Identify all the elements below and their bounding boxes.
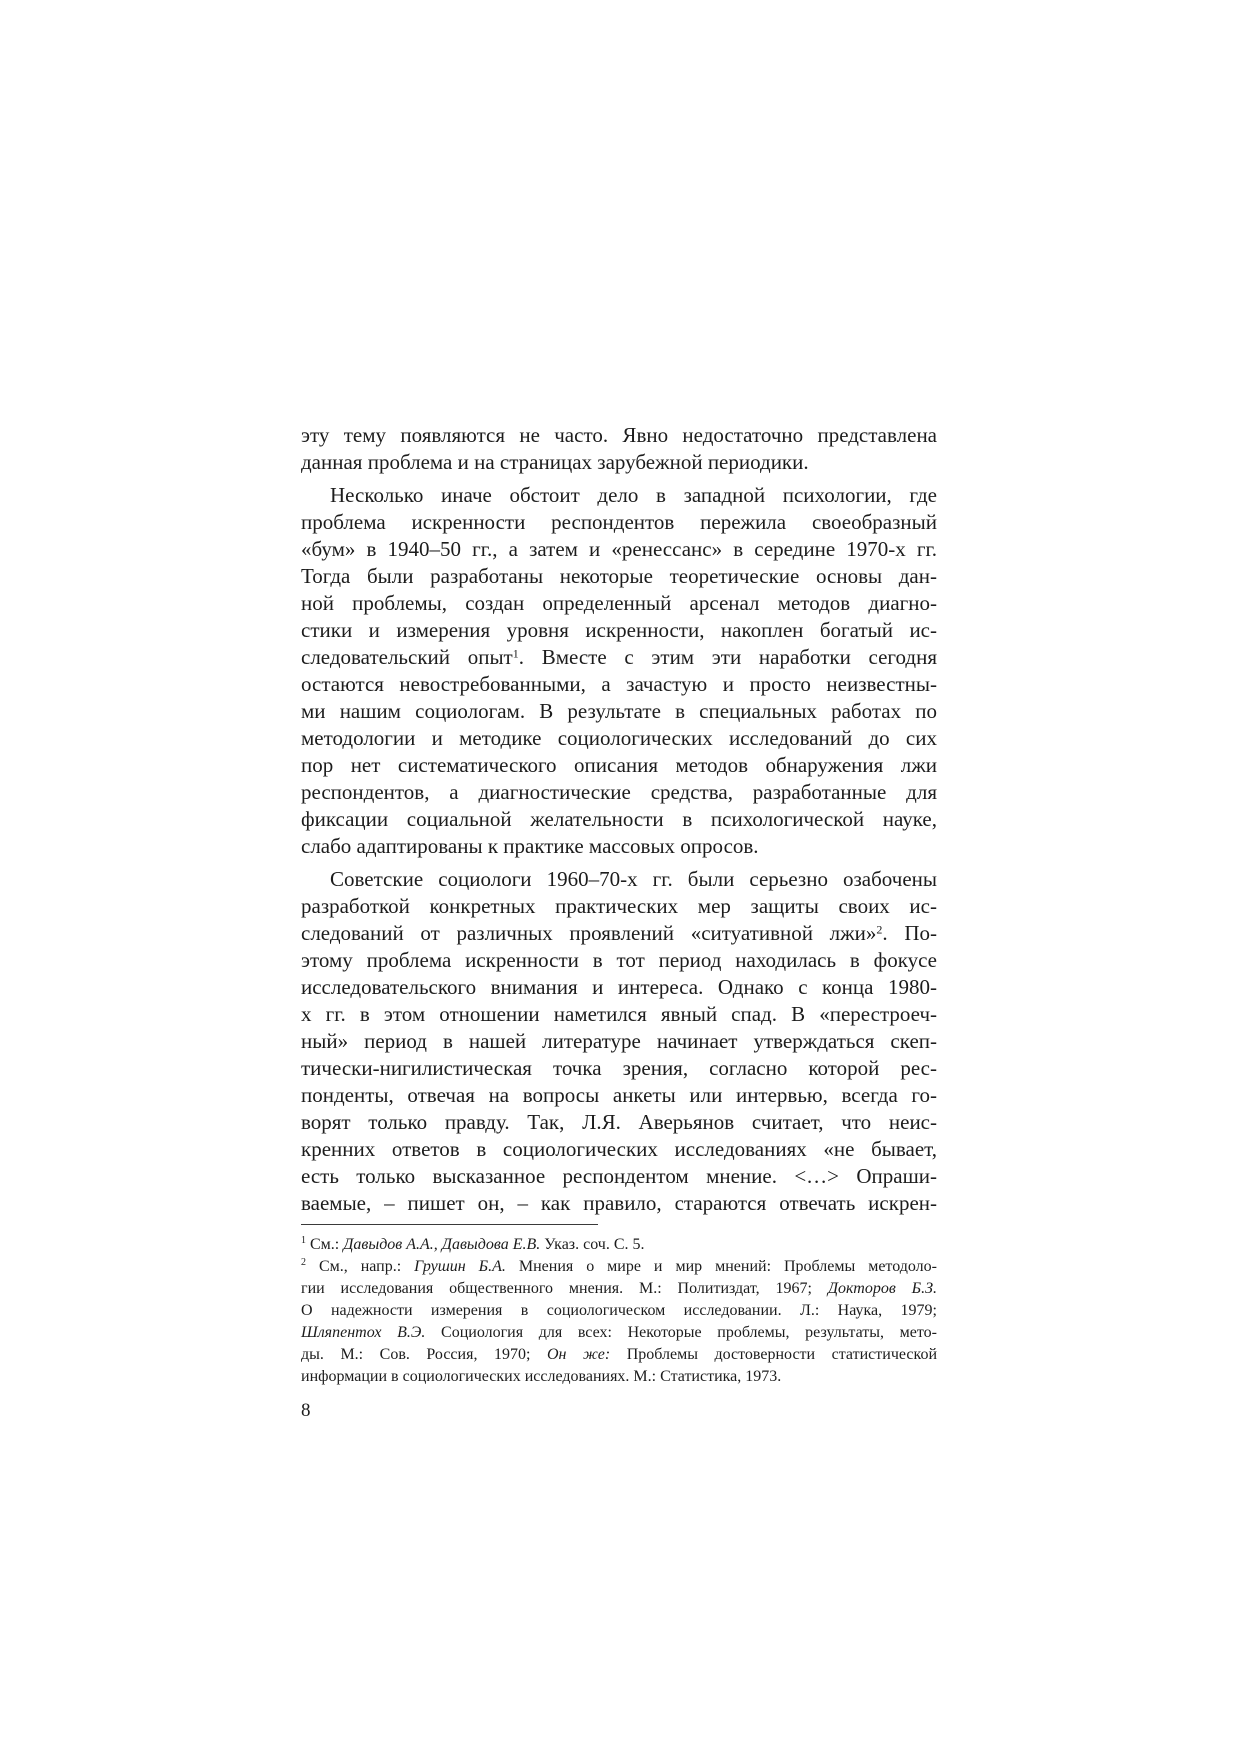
footnote-text: О надежности измерения в социологическом исследовании. Л.: Наука, 1979; [301, 1302, 937, 1319]
text-line: респондентов, а диагностические средства, разработанные для [301, 780, 937, 804]
footnote-2 [301, 1256, 937, 1278]
footnote-line [301, 1300, 937, 1322]
footnote-author: Шляпентох В.Э. [301, 1324, 426, 1341]
footnote-line [301, 1278, 937, 1300]
text-segment: . Вместе с этим эти наработки сегодня [518, 645, 937, 669]
footnote-text: информации в социологических исследованиях. М.: Статистика, 1973. [301, 1368, 782, 1385]
text-line: х гг. в этом отношении наметился явный спад. В «перестроеч- [301, 1002, 937, 1026]
text-line: этому проблема искренности в тот период находилась в фокусе [301, 948, 937, 972]
text-line: разработкой конкретных практических мер защиты своих ис- [301, 894, 937, 918]
text-line: Тогда были разработаны некоторые теоретические основы дан- [301, 564, 937, 588]
text-line: ворят только правду. Так, Л.Я. Аверьянов считает, что неис- [301, 1110, 937, 1134]
footnote-text: Мнения о мире и мир мнений: Проблемы методоло- [505, 1258, 937, 1275]
footnote-line [301, 1344, 937, 1366]
text-line: понденты, отвечая на вопросы анкеты или интервью, всегда го- [301, 1083, 937, 1107]
main-text [301, 422, 937, 1217]
text-segment: . По- [882, 921, 937, 945]
text-line: стики и измерения уровня искренности, накоплен богатый ис- [301, 618, 937, 642]
text-line: кренних ответов в социологических исследованиях «не бывает, [301, 1137, 937, 1161]
text-line: пор нет систематического описания методов обнаружения лжи [301, 753, 937, 777]
footnote-author: Он же: [547, 1346, 611, 1363]
footnote-divider [301, 1224, 598, 1225]
footnote-1 [301, 1234, 937, 1256]
text-line: проблема искренности респондентов пережила своеобразный [301, 510, 937, 534]
page-number: 8 [301, 1400, 311, 1421]
text-line: остаются невостребованными, а зачастую и просто неизвестны- [301, 672, 937, 696]
footnote-ref-2[interactable]: 2 [876, 922, 883, 937]
text-line: Несколько иначе обстоит дело в западной психологии, где [330, 483, 937, 507]
footnote-text: ды. М.: Сов. Россия, 1970; [301, 1346, 547, 1363]
text-line: ваемые, – пишет он, – как правило, стараются отвечать искрен- [301, 1191, 937, 1215]
footnote-text: Указ. соч. С. 5. [540, 1236, 645, 1253]
footnote-text: гии исследования общественного мнения. М.: Политиздат, 1967; [301, 1280, 828, 1297]
text-line: тически-нигилистическая точка зрения, согласно которой рес- [301, 1056, 937, 1080]
text-segment: следовательский опыт [301, 645, 513, 669]
text-line: данная проблема и на страницах зарубежной периодики. [301, 450, 809, 474]
text-line: методологии и методике социологических исследований до сих [301, 726, 937, 750]
text-line: ми нашим социологам. В результате в специальных работах по [301, 699, 937, 723]
text-line: слабо адаптированы к практике массовых опросов. [301, 834, 759, 858]
text-line: есть только высказанное респондентом мнение. <…> Опраши- [301, 1164, 937, 1188]
text-line: «бум» в 1940–50 гг., а затем и «ренессанс» в середине 1970-х гг. [301, 537, 937, 561]
footnote-ref-1[interactable]: 1 [512, 646, 519, 661]
footnote-text: См., напр.: [306, 1258, 415, 1275]
footnote-text: Социология для всех: Некоторые проблемы, результаты, мето- [425, 1324, 937, 1341]
footnote-marker: 1 [301, 1235, 306, 1246]
footnote-author: Грушин Б.А. [414, 1258, 506, 1275]
text-line [301, 920, 937, 947]
footnote-text: Проблемы достоверности статистической [610, 1346, 937, 1363]
text-segment: следований от различных проявлений «ситуативной лжи» [301, 921, 877, 945]
text-line: ной проблемы, создан определенный арсенал методов диагно- [301, 591, 937, 615]
footnote-author: Давыдов А.А., Давыдова Е.В. [343, 1236, 541, 1253]
footnote-line [301, 1366, 937, 1388]
footnote-author: Докторов Б.З. [827, 1280, 938, 1297]
footnote-marker: 2 [301, 1257, 306, 1268]
text-line: эту тему появляются не часто. Явно недостаточно представлена [301, 423, 937, 447]
paragraph [301, 422, 937, 476]
text-line: Советские социологи 1960–70-х гг. были серьезно озабочены [330, 867, 937, 891]
text-line: ный» период в нашей литературе начинает утверждаться скеп- [301, 1029, 937, 1053]
footnote-line [301, 1322, 937, 1344]
text-line: исследовательского внимания и интереса. Однако с конца 1980- [301, 975, 937, 999]
text-line [301, 644, 937, 671]
footnote-text: См.: [306, 1236, 344, 1253]
paragraph [301, 866, 937, 1217]
paragraph [301, 482, 937, 860]
text-line: фиксации социальной желательности в психологической науке, [301, 807, 937, 831]
footnotes [301, 1234, 937, 1388]
